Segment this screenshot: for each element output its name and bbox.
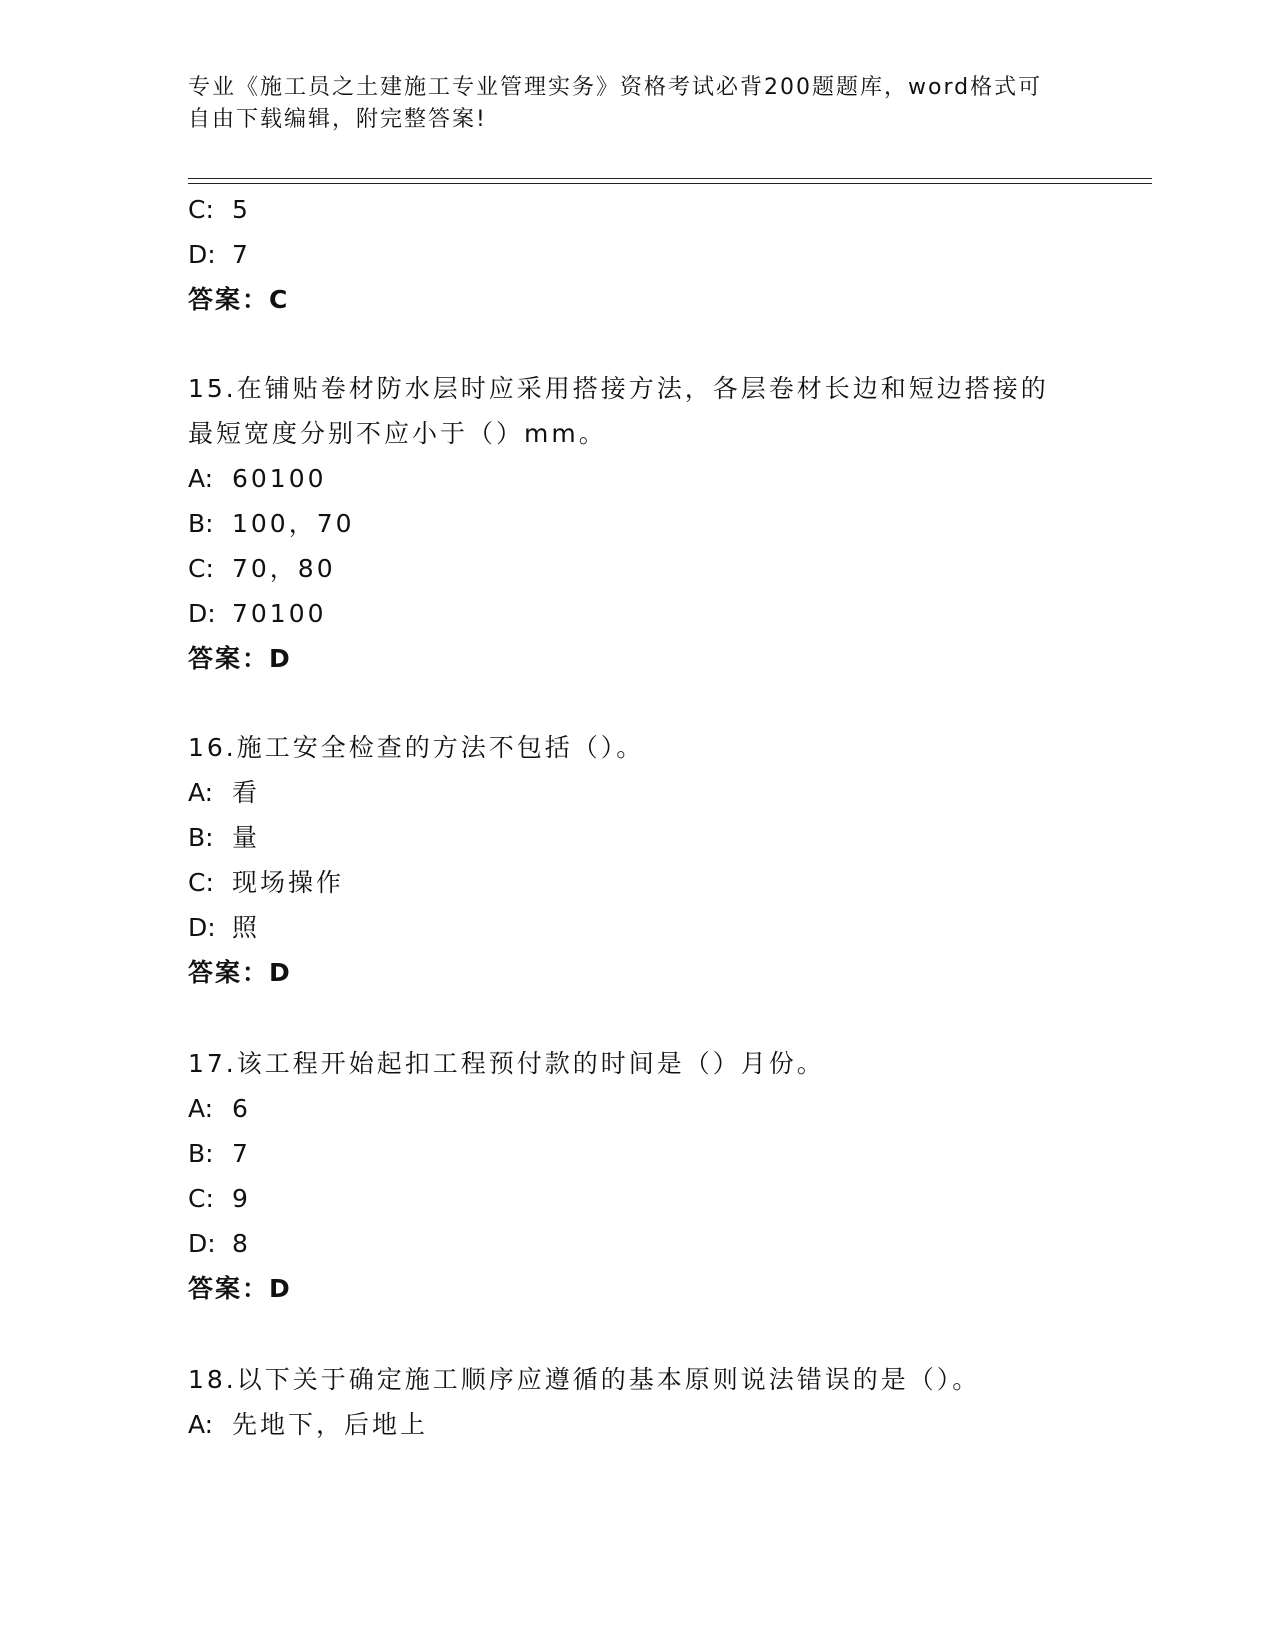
option-text: 8 — [232, 1229, 251, 1258]
option-label: A: — [188, 1410, 214, 1439]
option-label: B: — [188, 1139, 214, 1168]
header-divider-bottom — [188, 183, 1152, 184]
question-stem-continued: 最短宽度分别不应小于（）mm。 — [188, 419, 607, 448]
option-text: 70100 — [232, 599, 327, 628]
option-text: 100，70 — [232, 509, 355, 538]
option-label: C: — [188, 195, 214, 224]
option-text: 9 — [232, 1184, 251, 1213]
option-text: 6 — [232, 1094, 251, 1123]
option-label: D: — [188, 1229, 216, 1258]
option-label: C: — [188, 554, 214, 583]
option-row — [188, 776, 260, 810]
option-row — [188, 911, 260, 945]
option-row — [188, 1227, 251, 1261]
option-text: 5 — [232, 195, 251, 224]
option-text: 现场操作 — [232, 868, 345, 897]
option-text: 60100 — [232, 464, 327, 493]
option-label: D: — [188, 240, 216, 269]
option-row — [188, 552, 336, 586]
option-label: D: — [188, 599, 216, 628]
option-row — [188, 597, 327, 631]
question-stem: 18.以下关于确定施工顺序应遵循的基本原则说法错误的是（）。 — [188, 1365, 981, 1394]
question-stem: 17.该工程开始起扣工程预付款的时间是（）月份。 — [188, 1049, 825, 1078]
option-label: C: — [188, 868, 214, 897]
answer-line: 答案：D — [188, 958, 292, 987]
option-row — [188, 1092, 251, 1126]
document-header — [188, 72, 1088, 136]
option-row — [188, 1182, 251, 1216]
option-label: C: — [188, 1184, 214, 1213]
option-label: D: — [188, 913, 216, 942]
option-text: 照 — [232, 913, 261, 942]
option-text: 量 — [232, 823, 261, 852]
header-line-1: 专业《施工员之土建施工专业管理实务》资格考试必背200题题库，word格式可 — [188, 75, 1043, 100]
option-label: A: — [188, 464, 214, 493]
answer-line: 答案：D — [188, 644, 292, 673]
option-row — [188, 866, 344, 900]
header-divider-top — [188, 178, 1152, 179]
option-label: B: — [188, 509, 214, 538]
option-row — [188, 462, 327, 496]
option-label: A: — [188, 778, 214, 807]
option-text: 先地下，后地上 — [232, 1410, 429, 1439]
option-row — [188, 1137, 251, 1171]
answer-line: 答案：C — [188, 285, 290, 314]
option-text: 70，80 — [232, 554, 336, 583]
option-label: A: — [188, 1094, 214, 1123]
option-row — [188, 193, 251, 227]
option-row — [188, 1408, 428, 1442]
answer-line: 答案：D — [188, 1274, 292, 1303]
question-stem: 16.施工安全检查的方法不包括（）。 — [188, 733, 645, 762]
option-label: B: — [188, 823, 214, 852]
option-text: 7 — [232, 240, 251, 269]
option-text: 7 — [232, 1139, 251, 1168]
option-text: 看 — [232, 778, 261, 807]
question-stem: 15.在铺贴卷材防水层时应采用搭接方法，各层卷材长边和短边搭接的 — [188, 374, 1049, 403]
option-row — [188, 821, 260, 855]
option-row — [188, 507, 355, 541]
option-row — [188, 238, 251, 272]
header-line-2: 自由下载编辑，附完整答案! — [188, 107, 487, 132]
